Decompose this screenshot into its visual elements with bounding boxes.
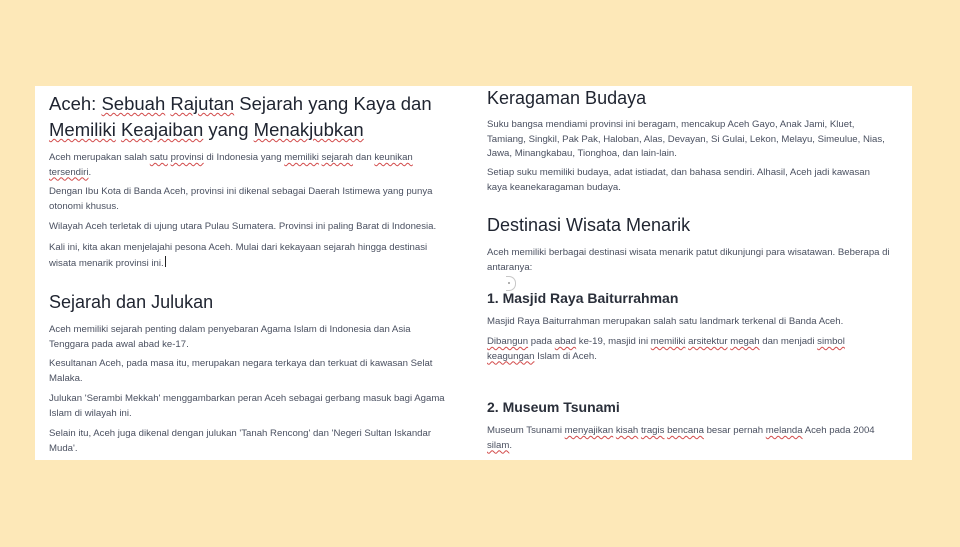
spelling-flag[interactable]: arsitektur	[688, 336, 728, 347]
history-paragraph-1[interactable]: Aceh memiliki sejarah penting dalam penyebaran Agama Islam di Indonesia dan Asia Tenggara pada awal abad ke-17.	[49, 324, 411, 350]
history-paragraph-3[interactable]: Julukan 'Serambi Mekkah' menggambarkan peran Aceh sebagai gerbang masuk bagi Agama Islam di wilayah ini.	[49, 393, 445, 419]
history-paragraph-4[interactable]: Selain itu, Aceh juga dikenal dengan julukan 'Tanah Rencong' dan 'Negeri Sultan Iskandar Muda'.	[49, 428, 432, 454]
text-run: Aceh pada 2004	[802, 425, 875, 436]
text-run: .	[88, 166, 92, 178]
spelling-flag[interactable]: Rajutan	[170, 93, 235, 114]
text-run: Museum Tsunami	[487, 425, 565, 436]
intro-paragraph-4[interactable]	[49, 241, 449, 271]
paragraph-text: Kali ini, kita akan menjelajahi pesona Aceh. Mulai dari kekayaan sejarah hingga destinasi wisata menarik provinsi ini.	[49, 242, 428, 269]
spelling-flag[interactable]: memiliki	[650, 336, 686, 347]
spelling-flag[interactable]: keunikan	[374, 152, 413, 163]
intro-paragraph-2[interactable]: Dengan Ibu Kota di Banda Aceh, provinsi ini dikenal sebagai Daerah Istimewa yang punya otonomi khusus.	[49, 186, 433, 212]
text-run: pada	[528, 336, 555, 347]
spelling-flag[interactable]: satu	[149, 152, 168, 163]
culture-heading: Keragaman Budaya	[487, 88, 647, 108]
item1-heading: 1. Masjid Raya Baiturrahman	[487, 290, 679, 306]
tourism-intro[interactable]: Aceh memiliki berbagai destinasi wisata menarik patut dikunjungi para wisatawan. Beberapa di antaranya:	[487, 247, 890, 273]
spelling-flag[interactable]: Menakjubkan	[253, 119, 364, 140]
item1-paragraph-1[interactable]: Masjid Raya Baiturrahman merupakan salah satu landmark terkenal di Banda Aceh.	[487, 316, 844, 327]
item2-paragraph-1[interactable]	[487, 424, 892, 453]
culture-paragraph-1[interactable]: Suku bangsa mendiami provinsi ini beragam, mencakup Aceh Gayo, Anak Jami, Kluet, Tamiang, Singkil, Pak Pak, Haloban, Alas, Devayan, Si Gulai, Lekon, Melayu, Simeulue, Nias, Jawa, Minangkabau, Tionghoa, dan lain-lain.	[487, 119, 885, 159]
history-paragraph-2[interactable]: Kesultanan Aceh, pada masa itu, merupakan negara terkaya dan terkuat di kawasan Selat Malaka.	[49, 358, 433, 384]
spelling-flag[interactable]: sejarah	[321, 152, 354, 163]
spelling-flag[interactable]: melanda	[765, 425, 803, 436]
spelling-flag[interactable]: silam	[487, 439, 510, 451]
spelling-flag[interactable]: Dibangun	[487, 336, 529, 347]
title-text: yang	[203, 119, 254, 140]
text-run: besar pernah	[703, 425, 766, 436]
text-cursor	[165, 256, 166, 267]
spelling-flag[interactable]: Sebuah	[101, 93, 166, 114]
history-heading: Sejarah dan Julukan	[49, 292, 214, 312]
spelling-flag[interactable]: Memiliki	[49, 119, 116, 140]
title-text: Sejarah yang Kaya dan	[234, 93, 432, 114]
article-title	[49, 91, 459, 143]
title-text: Aceh:	[49, 93, 102, 114]
spelling-flag[interactable]: memiliki	[284, 152, 319, 163]
spelling-flag[interactable]: megah	[730, 336, 760, 347]
spelling-flag[interactable]: tersendiri	[49, 166, 89, 178]
intro-paragraph-3[interactable]: Wilayah Aceh terletak di ujung utara Pulau Sumatera. Provinsi ini paling Barat di Indonesia.	[49, 221, 437, 232]
text-run: ke-19, masjid ini	[576, 336, 651, 347]
spelling-flag[interactable]: tragis	[640, 425, 665, 436]
spelling-flag[interactable]: menyajikan	[564, 425, 614, 436]
culture-paragraph-2[interactable]: Setiap suku memiliki budaya, adat istiadat, dan bahasa sendiri. Alhasil, Aceh jadi kawasan kaya keanekaragaman budaya.	[487, 167, 870, 193]
spelling-flag[interactable]: abad	[554, 336, 577, 347]
spelling-flag[interactable]: keagungan	[487, 350, 535, 362]
item1-paragraph-2[interactable]	[487, 335, 892, 364]
text-run: .	[509, 439, 513, 451]
document-page[interactable]	[35, 86, 912, 460]
text-run: dan	[353, 152, 375, 163]
text-run: Islam di Aceh.	[534, 350, 597, 362]
spelling-flag[interactable]: provinsi	[170, 152, 204, 163]
text-run: dan menjadi	[759, 336, 818, 347]
intro-paragraph-1[interactable]	[49, 151, 449, 180]
spelling-flag[interactable]: bencana	[667, 425, 704, 436]
text-run: di Indonesia yang	[203, 152, 285, 163]
text-run: Aceh merupakan salah	[49, 152, 150, 163]
tourism-heading: Destinasi Wisata Menarik	[487, 215, 691, 235]
spelling-flag[interactable]: Keajaiban	[120, 119, 204, 140]
spelling-flag[interactable]: kisah	[615, 425, 639, 436]
spelling-flag[interactable]: simbol	[817, 336, 845, 347]
item2-heading: 2. Museum Tsunami	[487, 399, 620, 415]
